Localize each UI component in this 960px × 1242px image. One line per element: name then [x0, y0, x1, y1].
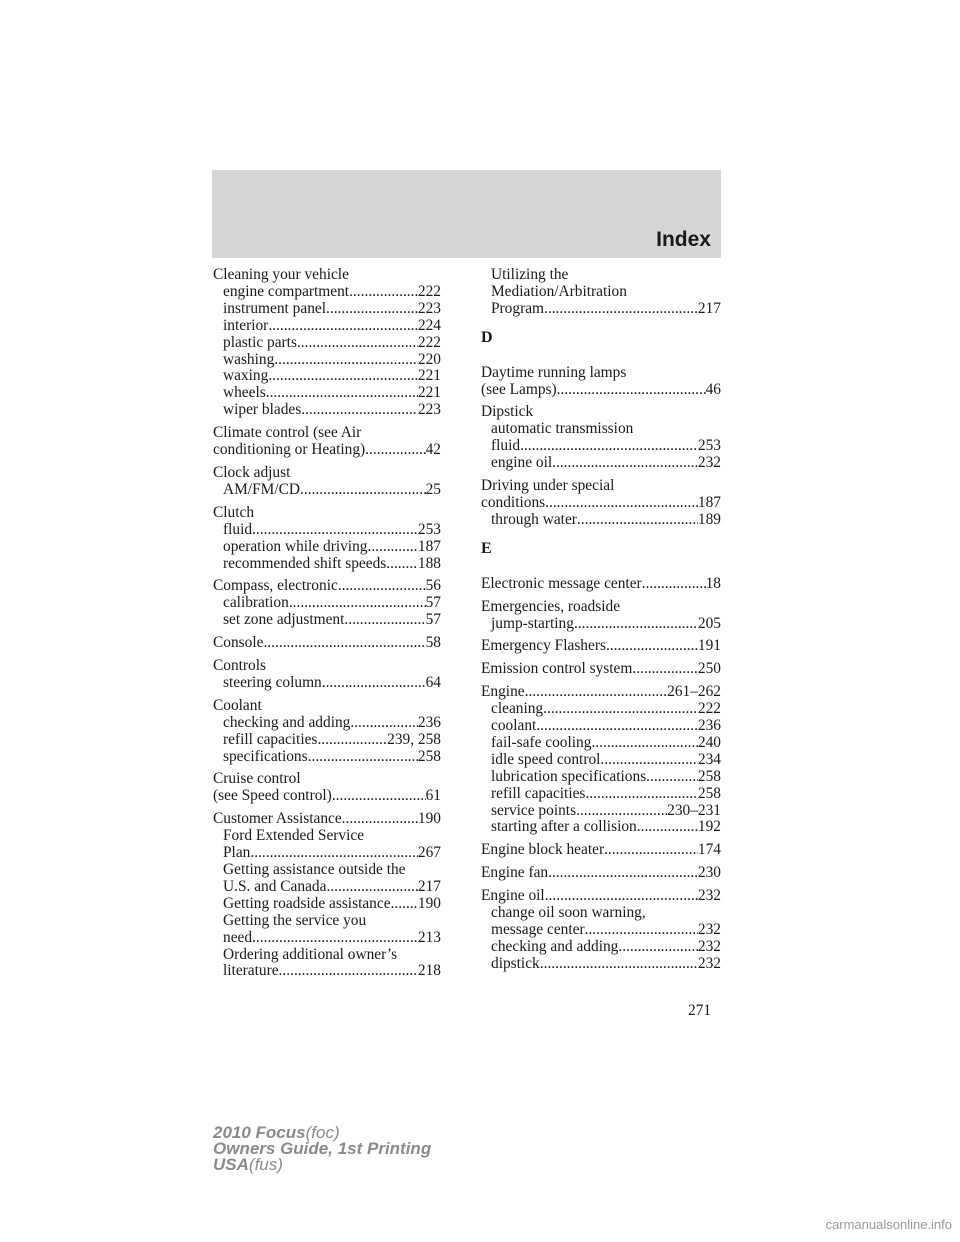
page-ref: 192	[697, 818, 721, 836]
dot-leader	[322, 675, 426, 692]
dot-leader	[642, 576, 706, 593]
index-entry	[213, 658, 441, 692]
dot-leader	[585, 922, 698, 939]
dot-leader	[544, 301, 698, 318]
entry-heading-continued	[481, 382, 721, 399]
entry-subitem	[213, 913, 441, 930]
entry-subitem	[481, 301, 721, 318]
entry-heading	[213, 771, 441, 788]
entry-heading	[481, 684, 721, 701]
entry-text: Engine fan	[481, 864, 549, 882]
entry-text: Daytime running lamps	[481, 363, 627, 381]
page-ref: 42	[425, 441, 441, 459]
entry-text: Getting roadside assistance	[223, 894, 391, 912]
entry-text: jump-starting	[491, 614, 574, 632]
index-entry	[213, 635, 441, 652]
entry-text: Customer Assistance	[213, 810, 342, 828]
page-ref: 191	[697, 637, 721, 655]
entry-text: cleaning	[491, 700, 544, 718]
entry-subitem	[481, 769, 721, 786]
dot-leader	[289, 595, 426, 612]
entry-text: fluid	[223, 520, 253, 538]
entry-text: steering column	[223, 673, 322, 691]
entry-text: automatic transmission	[491, 420, 634, 438]
dot-leader	[574, 616, 698, 633]
entry-heading-continued	[213, 442, 441, 459]
index-entry	[481, 661, 721, 678]
footer-line-3: USA(fus)	[213, 1155, 283, 1174]
entry-subitem	[481, 752, 721, 769]
entry-heading	[481, 661, 721, 678]
entry-subitem	[481, 939, 721, 956]
page-ref: 190	[417, 894, 441, 912]
dot-leader	[591, 735, 697, 752]
page-title: Index	[656, 228, 711, 251]
dot-leader	[342, 811, 418, 828]
entry-subitem	[213, 845, 441, 862]
entry-heading	[213, 658, 441, 675]
page-ref: 232	[697, 937, 721, 955]
entry-text: literature	[223, 962, 279, 980]
entry-subitem	[213, 947, 441, 964]
dot-leader	[545, 888, 698, 905]
entry-subitem	[213, 335, 441, 352]
section-letter-d: D	[481, 328, 493, 346]
entry-subitem	[481, 922, 721, 939]
entry-subitem	[481, 905, 721, 922]
page-ref: 239, 258	[387, 730, 441, 748]
index-column-left	[213, 267, 441, 986]
dot-leader	[297, 335, 418, 352]
index-entry	[481, 865, 721, 882]
entry-text: message center	[491, 921, 585, 938]
entry-subitem	[481, 819, 721, 836]
entry-text: Controls	[213, 657, 267, 675]
entry-heading	[213, 635, 441, 652]
dot-leader	[332, 788, 426, 805]
dot-leader	[274, 352, 418, 369]
page-ref: 230	[697, 864, 721, 882]
entry-subitem	[481, 786, 721, 803]
dot-leader	[301, 402, 418, 419]
page-ref: 190	[417, 810, 441, 828]
entry-text: wheels	[223, 384, 266, 402]
dot-leader	[548, 865, 698, 882]
footer	[213, 1125, 431, 1173]
page-ref: 222	[697, 700, 721, 718]
page-number: 271	[688, 1002, 712, 1019]
entry-text: checking and adding	[491, 937, 619, 955]
entry-text: specifications	[223, 747, 308, 765]
entry-heading-continued	[481, 495, 721, 512]
page-ref: 64	[425, 673, 441, 691]
entry-heading	[481, 842, 721, 859]
entry-text: lubrication specifications	[491, 767, 647, 785]
entry-subitem	[213, 715, 441, 732]
dot-leader	[268, 318, 418, 335]
dot-leader	[520, 438, 698, 455]
entry-subitem	[213, 675, 441, 692]
entry-subitem	[213, 879, 441, 896]
entry-subitem	[213, 828, 441, 845]
entry-subitem	[481, 803, 721, 820]
entry-text: Ordering additional owner’s	[223, 945, 398, 963]
entry-heading	[213, 267, 441, 284]
dot-leader	[552, 455, 698, 472]
entry-heading	[481, 888, 721, 905]
entry-text: engine oil	[491, 454, 553, 472]
section-letter-e: E	[481, 539, 492, 557]
page-ref: 223	[417, 401, 441, 419]
entry-text: Engine oil	[481, 887, 545, 905]
index-entry	[213, 698, 441, 766]
entry-text: wiper blades	[223, 401, 302, 419]
entry-text: operation while driving	[223, 537, 368, 555]
page-ref: 224	[417, 316, 441, 334]
page-ref: 230–231	[667, 801, 721, 819]
entry-subitem	[213, 963, 441, 980]
entry-subitem	[213, 352, 441, 369]
entry-text: washing	[223, 350, 275, 368]
entry-text: conditioning or Heating)	[213, 441, 366, 459]
index-entry	[481, 888, 721, 973]
page-ref: 258	[417, 747, 441, 765]
entry-heading	[213, 505, 441, 522]
entry-text: Cruise control	[213, 770, 301, 788]
entry-heading	[481, 365, 721, 382]
entry-text: Utilizing the	[491, 266, 569, 283]
entry-text: change oil soon warning,	[491, 904, 646, 922]
entry-text: engine compartment	[223, 282, 350, 300]
entry-subitem	[481, 421, 721, 438]
dot-leader	[536, 718, 698, 735]
page-ref: 57	[425, 594, 441, 612]
entry-subitem	[481, 701, 721, 718]
page-ref: 253	[417, 520, 441, 538]
index-entry	[213, 578, 441, 629]
entry-text: waxing	[223, 367, 269, 385]
index-entry	[213, 505, 441, 573]
entry-text: checking and adding	[223, 713, 351, 731]
entry-text: Cleaning your vehicle	[213, 266, 349, 283]
page-ref: 222	[417, 333, 441, 351]
entry-text: Clutch	[213, 503, 255, 521]
page-ref: 221	[417, 367, 441, 385]
page-ref: 187	[417, 537, 441, 555]
page-ref: 232	[697, 887, 721, 905]
entry-heading	[213, 425, 441, 442]
entry-text: Mediation/Arbitration	[491, 282, 627, 300]
dot-leader	[646, 769, 698, 786]
header-bar	[212, 170, 721, 258]
dot-leader	[300, 482, 426, 499]
dot-leader	[308, 749, 418, 766]
entry-subitem	[481, 956, 721, 973]
page-ref: 223	[417, 299, 441, 317]
entry-subitem	[481, 616, 721, 633]
entry-text: Driving under special	[481, 477, 615, 495]
page-ref: 267	[417, 844, 441, 862]
index-entry	[481, 404, 721, 472]
page-ref: 217	[697, 299, 721, 317]
page-ref: 232	[697, 454, 721, 472]
index-entry	[481, 599, 721, 633]
entry-text: starting after a collision	[491, 818, 637, 836]
entry-text: need	[223, 928, 253, 946]
dot-leader	[637, 819, 698, 836]
index-entry-continued	[481, 267, 721, 318]
entry-subitem	[481, 512, 721, 529]
page-ref: 221	[417, 384, 441, 402]
entry-text: Emergency Flashers	[481, 637, 606, 655]
dot-leader	[632, 661, 698, 678]
dot-leader	[367, 539, 417, 556]
footer-line-2: Owners Guide, 1st Printing	[213, 1139, 432, 1158]
dot-leader	[604, 842, 698, 859]
entry-subitem	[213, 595, 441, 612]
entry-text: interior	[223, 316, 269, 334]
entry-text: set zone adjustment	[223, 611, 345, 629]
dot-leader	[365, 442, 425, 459]
entry-text: Emission control system	[481, 660, 633, 678]
dot-leader	[350, 715, 418, 732]
dot-leader	[252, 930, 418, 947]
entry-text: conditions	[481, 493, 546, 511]
entry-text: Electronic message center	[481, 574, 642, 592]
entry-heading	[481, 404, 721, 421]
dot-leader	[338, 578, 426, 595]
entry-text: Compass, electronic	[213, 577, 338, 595]
dot-leader	[266, 385, 418, 402]
dot-leader	[250, 845, 418, 862]
entry-text: service points	[491, 801, 577, 819]
page-ref: 205	[697, 614, 721, 632]
index-entry	[481, 684, 721, 836]
entry-text: U.S. and Canada	[223, 877, 327, 895]
entry-text: Ford Extended Service	[223, 827, 365, 845]
entry-text: Dipstick	[481, 403, 534, 421]
dot-leader	[391, 896, 418, 913]
page-ref: 213	[417, 928, 441, 946]
entry-subitem	[213, 368, 441, 385]
index-entry	[213, 425, 441, 459]
index-column-right	[481, 267, 721, 979]
entry-subitem	[213, 732, 441, 749]
entry-subitem	[481, 267, 721, 284]
entry-text: refill capacities	[491, 784, 586, 802]
page-ref: 222	[417, 282, 441, 300]
entry-text: coolant	[491, 717, 537, 735]
dot-leader	[585, 786, 697, 803]
entry-text: fluid	[491, 437, 521, 455]
page-ref: 220	[417, 350, 441, 368]
entry-text: Coolant	[213, 696, 262, 714]
entry-text: Program	[491, 299, 545, 317]
page-ref: 61	[425, 787, 441, 805]
entry-text: (see Speed control)	[213, 787, 332, 805]
dot-leader	[252, 522, 418, 539]
entry-text: AM/FM/CD	[223, 480, 300, 498]
entry-subitem	[481, 718, 721, 735]
entry-text: refill capacities	[223, 730, 318, 748]
page-ref: 46	[705, 380, 721, 398]
dot-leader	[618, 939, 698, 956]
index-entry	[481, 842, 721, 859]
entry-subitem	[213, 522, 441, 539]
entry-subitem	[213, 862, 441, 879]
page-ref: 18	[705, 574, 721, 592]
page-ref: 236	[697, 717, 721, 735]
page-ref: 258	[697, 767, 721, 785]
entry-text: dipstick	[491, 954, 540, 972]
dot-leader	[606, 638, 698, 655]
entry-heading	[481, 576, 721, 593]
entry-text: Getting the service you	[223, 911, 367, 929]
index-entry	[213, 267, 441, 419]
page-ref: 56	[425, 577, 441, 595]
page-ref: 234	[697, 750, 721, 768]
page-ref: 236	[417, 713, 441, 731]
page-ref: 188	[417, 554, 441, 572]
page-ref: 217	[417, 877, 441, 895]
dot-leader	[525, 684, 668, 701]
index-entry	[213, 811, 441, 980]
entry-subitem	[213, 402, 441, 419]
entry-subitem	[213, 612, 441, 629]
entry-heading	[213, 465, 441, 482]
page-ref: 174	[697, 841, 721, 859]
index-entry	[481, 576, 721, 593]
page-ref: 57	[425, 611, 441, 629]
entry-text: Engine	[481, 683, 525, 701]
entry-text: Engine block heater	[481, 841, 605, 859]
page-ref: 250	[697, 660, 721, 678]
dot-leader	[540, 956, 698, 973]
entry-text: Emergencies, roadside	[481, 597, 621, 615]
entry-text: (see Lamps)	[481, 380, 557, 398]
entry-text: Plan	[223, 844, 251, 862]
dot-leader	[557, 382, 706, 399]
entry-heading	[213, 698, 441, 715]
entry-subitem	[213, 539, 441, 556]
index-entry	[481, 365, 721, 399]
index-entry	[213, 465, 441, 499]
index-entry	[481, 638, 721, 655]
page-ref: 58	[425, 634, 441, 652]
page-ref: 253	[697, 437, 721, 455]
entry-subitem	[213, 318, 441, 335]
entry-heading	[481, 638, 721, 655]
page-ref: 258	[697, 784, 721, 802]
page-ref: 240	[697, 733, 721, 751]
dot-leader	[386, 556, 418, 573]
entry-text: Console	[213, 634, 264, 652]
dot-leader	[349, 284, 418, 301]
entry-subitem	[213, 385, 441, 402]
page-ref: 218	[417, 962, 441, 980]
entry-text: recommended shift speeds	[223, 554, 387, 572]
page-ref: 232	[697, 921, 721, 938]
entry-text: Climate control (see Air	[213, 424, 362, 442]
entry-heading	[481, 478, 721, 495]
entry-subitem	[481, 438, 721, 455]
dot-leader	[543, 701, 698, 718]
entry-text: calibration	[223, 594, 289, 612]
entry-subitem	[481, 455, 721, 472]
entry-text: through water	[491, 510, 577, 528]
dot-leader	[279, 963, 418, 980]
entry-text: Clock adjust	[213, 463, 291, 481]
dot-leader	[263, 635, 425, 652]
entry-subitem	[213, 749, 441, 766]
entry-subitem	[481, 735, 721, 752]
entry-text: plastic parts	[223, 333, 297, 351]
dot-leader	[576, 803, 667, 820]
entry-subitem	[213, 930, 441, 947]
entry-text: fail-safe cooling	[491, 733, 592, 751]
index-entry	[481, 478, 721, 529]
page-ref: 232	[697, 954, 721, 972]
watermark: carmanualsonline.info	[825, 1217, 952, 1232]
entry-heading	[213, 811, 441, 828]
dot-leader	[577, 512, 698, 529]
entry-heading	[481, 865, 721, 882]
entry-text: instrument panel	[223, 299, 327, 317]
entry-subitem	[213, 482, 441, 499]
entry-subitem	[213, 284, 441, 301]
entry-subitem	[213, 556, 441, 573]
dot-leader	[326, 301, 418, 318]
page-ref: 187	[697, 493, 721, 511]
page-ref: 189	[697, 510, 721, 528]
dot-leader	[600, 752, 697, 769]
page-ref: 25	[425, 480, 441, 498]
dot-leader	[268, 368, 418, 385]
entry-heading	[481, 599, 721, 616]
entry-subitem	[481, 284, 721, 301]
dot-leader	[326, 879, 417, 896]
entry-subitem	[213, 896, 441, 913]
entry-heading-continued	[213, 788, 441, 805]
footer-line-1: 2010 Focus(foc)	[213, 1123, 340, 1142]
dot-leader	[344, 612, 425, 629]
entry-text: Getting assistance outside the	[223, 861, 406, 878]
entry-heading	[213, 578, 441, 595]
entry-subitem	[213, 301, 441, 318]
index-entry	[213, 771, 441, 805]
dot-leader	[545, 495, 698, 512]
page-ref: 261–262	[667, 683, 721, 701]
entry-text: idle speed control	[491, 750, 601, 768]
dot-leader	[317, 732, 387, 749]
